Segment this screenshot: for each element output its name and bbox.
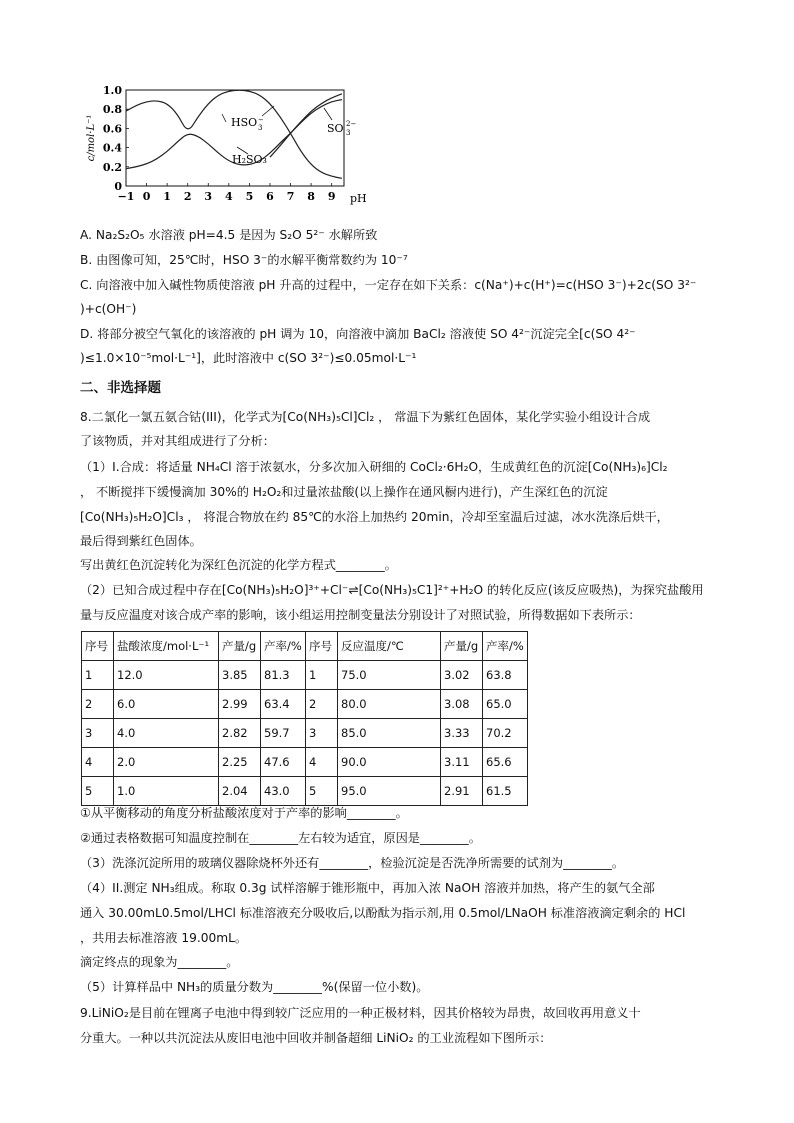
- q8-p4-question: 滴定终点的现象为________。: [80, 955, 239, 969]
- q8-p2-1: （2）已知合成过程中存在[Co(NH₃)₅H₂O]³⁺+Cl⁻⇌[Co(NH₃)₅C1]²⁺+H₂O 的转化反应(该反应吸热)，为探究盐酸用: [80, 583, 704, 597]
- q8-p1-3: [Co(NH₃)₅H₂O]Cl₃ ， 将混合物放在约 85℃的水浴上加热约 20min，冷却至室温后过滤，冰水洗涤后烘干，: [80, 510, 669, 524]
- table-cell: 2.0: [114, 748, 219, 777]
- table-cell: 59.7: [261, 719, 306, 748]
- table-cell: 2.04: [219, 777, 261, 806]
- table-cell: 5: [306, 777, 338, 806]
- y-tick-label: 0.6: [102, 122, 122, 136]
- table-cell: 70.2: [483, 719, 528, 748]
- x-tick-label: 1: [163, 190, 171, 203]
- table-cell: 2: [82, 690, 114, 719]
- speciation-chart: [86, 82, 386, 224]
- chart-label-so3-sup: 2−: [346, 120, 357, 128]
- chart-label-hso3-sup: −: [258, 116, 264, 124]
- table-row: [82, 690, 528, 719]
- x-axis-label: pH: [350, 192, 367, 205]
- plot-frame: [126, 90, 344, 186]
- table-cell: 47.6: [261, 748, 306, 777]
- q8-p5: （5）计算样品中 NH₃的质量分数为________%(保留一位小数)。: [80, 980, 429, 994]
- section-heading: 二、非选择题: [80, 380, 161, 396]
- q8-p4-1: （4）II.测定 NH₃组成。称取 0.3g 试样溶解于锥形瓶中，再加入浓 NaOH 溶液并加热，将产生的氨气全部: [80, 881, 655, 895]
- table-header: 序号: [82, 632, 114, 661]
- table-cell: 65.0: [483, 690, 528, 719]
- q8-p3: （3）洗涤沉淀所用的玻璃仪器除烧杯外还有________，检验沉淀是否洗净所需要的试剂为________。: [80, 856, 625, 870]
- table-cell: 2.99: [219, 690, 261, 719]
- table-cell: 3.11: [441, 748, 483, 777]
- chart-label-so3: SO: [327, 122, 344, 135]
- q8-p1-1: （1）I.合成：将适量 NH₄Cl 溶于浓氨水，分多次加入研细的 CoCl₂·6H₂O，生成黄红色的沉淀[Co(NH₃)₆]Cl₂: [80, 460, 668, 474]
- table-cell: 63.4: [261, 690, 306, 719]
- table-row: [82, 777, 528, 806]
- q8-intro-2: 了该物质，并对其组成进行了分析：: [80, 434, 275, 448]
- q9-line1: 9.LiNiO₂是目前在锂离子电池中得到较广泛应用的一种正极材料，因其价格较为昂贵，故回收再用意义十: [80, 1006, 641, 1020]
- q8-p1-question: 写出黄红色沉淀转化为深红色沉淀的化学方程式________。: [80, 558, 397, 572]
- table-cell: 3: [82, 719, 114, 748]
- table-header: 盐酸浓度/mol·L⁻¹: [114, 632, 219, 661]
- table-cell: 4: [82, 748, 114, 777]
- table-cell: 5: [82, 777, 114, 806]
- table-cell: 4: [306, 748, 338, 777]
- table-header: 序号: [306, 632, 338, 661]
- table-cell: 2: [306, 690, 338, 719]
- table-header: 产率/%: [483, 632, 528, 661]
- option-7a: A. Na₂S₂O₅ 水溶液 pH=4.5 是因为 S₂O 5²⁻ 水解所致: [80, 228, 378, 242]
- table-cell: 80.0: [338, 690, 441, 719]
- table-cell: 6.0: [114, 690, 219, 719]
- x-tick-label: 8: [307, 190, 315, 203]
- table-cell: 1: [82, 661, 114, 690]
- table-cell: 3.02: [441, 661, 483, 690]
- q8-p1-4: 最后得到紫红色固体。: [80, 534, 202, 548]
- y-tick-label: 1.0: [102, 84, 122, 97]
- table-header: 产量/g: [219, 632, 261, 661]
- x-tick-label: 5: [245, 190, 254, 203]
- y-tick-label: 0.8: [102, 103, 122, 117]
- table-cell: 95.0: [338, 777, 441, 806]
- q8-p2-2: 量与反应温度对该合成产率的影响，该小组运用控制变量法分别设计了对照试验，所得数据如下表所示：: [80, 608, 641, 622]
- q8-p1-2: ， 不断搅拌下缓慢滴加 30%的 H₂O₂和过量浓盐酸(以上操作在通风橱内进行)，产生深红色的沉淀: [80, 485, 608, 499]
- table-cell: 1: [306, 661, 338, 690]
- chart-label-hso3-sub: 3: [258, 124, 263, 132]
- y-tick-label: 0.2: [102, 160, 122, 174]
- table-cell: 3: [306, 719, 338, 748]
- table-header: 产量/g: [441, 632, 483, 661]
- table-cell: 3.33: [441, 719, 483, 748]
- x-tick-label: 7: [286, 190, 295, 203]
- x-tick-label: 2: [183, 190, 192, 203]
- option-7c-line1: C. 向溶液中加入碱性物质使溶液 pH 升高的过程中，一定存在如下关系：c(Na⁺)+c(H⁺)=c(HSO 3⁻)+2c(SO 3²⁻: [80, 278, 697, 292]
- x-tick-label: 0: [142, 190, 151, 203]
- table-cell: 43.0: [261, 777, 306, 806]
- option-7c-line2: )+c(OH⁻): [80, 302, 137, 316]
- table-cell: 65.6: [483, 748, 528, 777]
- x-tick-label: 9: [327, 190, 336, 203]
- option-7d-line1: D. 将部分被空气氧化的该溶液的 pH 调为 10，向溶液中滴加 BaCl₂ 溶液使 SO 4²⁻沉淀完全[c(SO 4²⁻: [80, 327, 636, 341]
- table-row: [82, 719, 528, 748]
- table-cell: 90.0: [338, 748, 441, 777]
- option-7d-line2: )≤1.0×10⁻⁵mol·L⁻¹]，此时溶液中 c(SO 3²⁻)≤0.05mol·L⁻¹: [80, 351, 417, 365]
- y-tick-label: 0: [114, 180, 122, 193]
- table-header: 产率/%: [261, 632, 306, 661]
- q8-sub1: ①从平衡移动的角度分析盐酸浓度对于产率的影响________。: [80, 806, 408, 820]
- table-header-row: [82, 632, 528, 661]
- y-axis-label: c/mol·L⁻¹: [86, 114, 97, 162]
- table-header: 反应温度/℃: [338, 632, 441, 661]
- table-cell: 2.25: [219, 748, 261, 777]
- table-cell: 81.3: [261, 661, 306, 690]
- table-cell: 85.0: [338, 719, 441, 748]
- q8-p4-3: ，共用去标准溶液 19.00mL。: [80, 931, 248, 945]
- table-cell: 3.85: [219, 661, 261, 690]
- x-tick-label: 3: [204, 190, 213, 203]
- chart-leader-hso3-a: [222, 114, 226, 122]
- q8-p4-2: 通入 30.00mL0.5mol/LHCl 标准溶液充分吸收后,以酚酞为指示剂,用 0.5mol/LNaOH 标准溶液滴定剩余的 HCl: [80, 906, 686, 920]
- chart-leader-hso3-b: [262, 106, 274, 116]
- table-cell: 1.0: [114, 777, 219, 806]
- table-row: [82, 748, 528, 777]
- table-cell: 2.91: [441, 777, 483, 806]
- y-tick-label: 0.4: [102, 141, 122, 155]
- table-cell: 2.82: [219, 719, 261, 748]
- option-7b: B. 由图像可知，25℃时，HSO 3⁻的水解平衡常数约为 10⁻⁷: [80, 253, 408, 267]
- table-cell: 61.5: [483, 777, 528, 806]
- q8-intro-1: 8.二氯化一氯五氨合钴(III)，化学式为[Co(NH₃)₅Cl]Cl₂ ， 常温下为紫红色固体，某化学实验小组设计合成: [80, 410, 651, 424]
- q8-sub2: ②通过表格数据可知温度控制在________左右较为适宜，原因是________。: [80, 831, 481, 845]
- table-row: [82, 661, 528, 690]
- experiment-table: [81, 631, 528, 806]
- table-cell: 75.0: [338, 661, 441, 690]
- table-cell: 4.0: [114, 719, 219, 748]
- table-cell: 3.08: [441, 690, 483, 719]
- chart-label-so3-sub: 3: [346, 129, 351, 137]
- x-tick-label: 4: [225, 190, 233, 203]
- table-cell: 12.0: [114, 661, 219, 690]
- x-tick-label: 6: [266, 190, 274, 203]
- chart-label-h2so3: H₂SO₃: [232, 153, 267, 166]
- chart-leader-so3: [324, 108, 332, 120]
- table-cell: 63.8: [483, 661, 528, 690]
- q9-line2: 分重大。一种以共沉淀法从废旧电池中回收并制备超细 LiNiO₂ 的工业流程如下图所示：: [80, 1031, 552, 1045]
- x-tick-label: −1: [117, 190, 135, 203]
- chart-label-hso3: HSO: [231, 116, 258, 129]
